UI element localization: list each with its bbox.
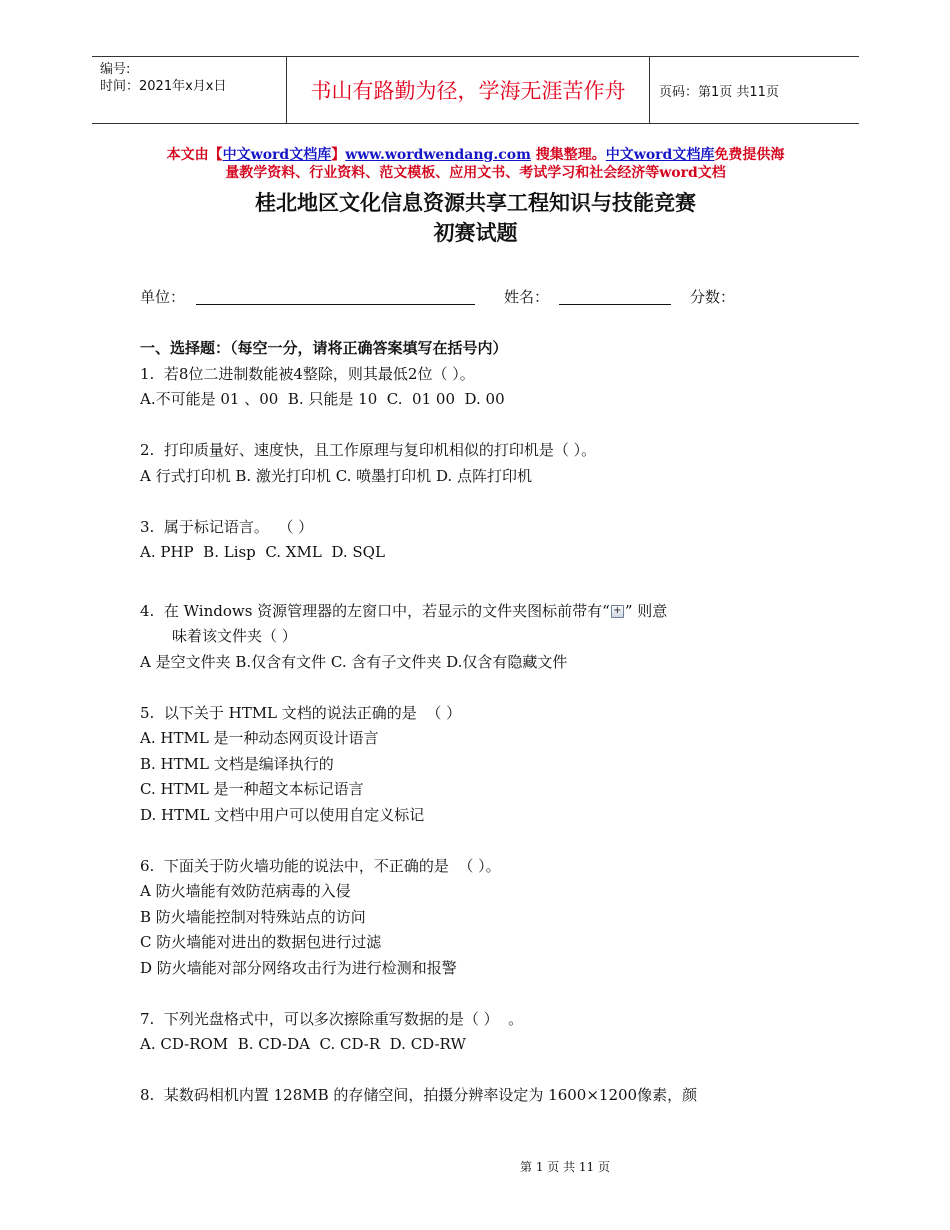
header-page-info: 页码：第1页 共11页 <box>659 84 779 100</box>
question-options: A 是空文件夹 B.仅含有文件 C. 含有子文件夹 D.仅含有隐藏文件 <box>140 652 568 671</box>
website-link[interactable]: www.wordwendang.com <box>345 147 531 163</box>
doc-number-label: 编号: <box>100 62 131 77</box>
question-option: B 防火墙能控制对特殊站点的访问 <box>140 907 366 926</box>
question-option: A. HTML 是一种动态网页设计语言 <box>140 729 379 747</box>
question-options: A. PHP B. Lisp C. XML D. SQL <box>140 543 385 561</box>
question-options: A. CD-ROM B. CD-DA C. CD-R D. CD-RW <box>140 1035 466 1053</box>
question-stem: 4. 在 Windows 资源管理器的左窗口中，若显示的文件夹图标前带有“ + ” 则意 <box>140 601 668 620</box>
question-option: C. HTML 是一种超文本标记语言 <box>140 780 364 798</box>
question-stem: 6. 下面关于防火墙功能的说法中，不正确的是 （ ）。 <box>140 856 501 875</box>
page-footer: 第 1 页 共 11 页 <box>520 1160 610 1174</box>
source-note: 本文由【中文word文档库】www.wordwendang.com 搜集整理。中文word文档库免费提供海 量教学资料、行业资料、范文模板、应用文书、考试学习和社会经济等word文档 <box>92 146 859 182</box>
question-stem: 2. 打印质量好、速度快，且工作原理与复印机相似的打印机是（ ）。 <box>140 441 597 459</box>
question-option: A 防火墙能有效防范病毒的入侵 <box>140 882 351 900</box>
doc-time-label: 时间：2021年x月x日 <box>100 79 227 94</box>
title-line-2: 初赛试题 <box>433 221 518 245</box>
expand-plus-icon: + <box>611 605 624 618</box>
unit-field[interactable] <box>196 304 475 305</box>
name-label: 姓名： <box>504 288 550 306</box>
doc-library-link-2[interactable]: 中文word文档库 <box>605 147 715 163</box>
section-heading: 一、选择题：（每空一分，请将正确答案填写在括号内） <box>140 339 508 357</box>
question-option: C 防火墙能对进出的数据包进行过滤 <box>140 933 382 951</box>
question-stem: 8. 某数码相机内置 128MB 的存储空间，拍摄分辨率设定为 1600×1200像素，颜 <box>140 1086 698 1104</box>
question-options: A.不可能是 01 、00 B. 只能是 10 C. 01 00 D. 00 <box>140 390 505 408</box>
unit-label: 单位： <box>140 288 186 306</box>
question-stem-continued: 味着该文件夹（ ） <box>172 627 297 645</box>
page-title <box>92 188 859 248</box>
source-note-line2: 量教学资料、行业资料、范文模板、应用文书、考试学习和社会经济等word文档 <box>225 165 726 181</box>
question-list <box>140 336 830 1109</box>
question-stem: 3. 属于标记语言。 （ ） <box>140 517 314 536</box>
question-stem: 7. 下列光盘格式中，可以多次擦除重写数据的是（ ） 。 <box>140 1009 524 1028</box>
title-line-1: 桂北地区文化信息资源共享工程知识与技能竞赛 <box>255 191 696 215</box>
question-stem: 1. 若8位二进制数能被4整除，则其最低2位（ ）。 <box>140 364 475 383</box>
question-option: D 防火墙能对部分网络攻击行为进行检测和报警 <box>140 958 457 977</box>
doc-library-link[interactable]: 中文word文档库 <box>222 147 332 163</box>
question-option: B. HTML 文档是编译执行的 <box>140 754 334 773</box>
header-meta-cell <box>92 57 287 123</box>
document-header <box>92 56 859 124</box>
question-option: D. HTML 文档中用户可以使用自定义标记 <box>140 805 425 824</box>
question-stem: 5. 以下关于 HTML 文档的说法正确的是 （ ） <box>140 703 462 722</box>
name-field[interactable] <box>559 304 671 305</box>
score-label: 分数： <box>690 288 736 306</box>
header-motto: 书山有路勤为径，学海无涯苦作舟 <box>287 57 650 123</box>
question-options: A 行式打印机 B. 激光打印机 C. 喷墨打印机 D. 点阵打印机 <box>140 466 532 485</box>
